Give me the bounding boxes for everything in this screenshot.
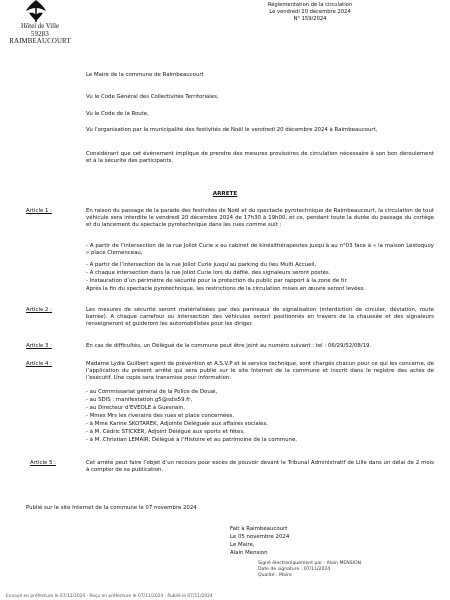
preamble-festivites: Vu l’organisation par la municipalité des festivités de Noël le vendredi 20 décembre 2024 à Raimbeaucourt, — [86, 127, 378, 133]
article-4-recipient-5: - à Mme Karine SKOTAREK, Adjointe Déléguée aux affaires sociales, — [86, 421, 269, 427]
town-crest-logo — [16, 0, 56, 22]
preamble-code-route: Vu le Code de la Route, — [86, 111, 149, 117]
article-3-label: Article 3 : — [26, 343, 52, 349]
town-address: 59283 RAIMBEAUCOURT — [9, 31, 71, 45]
article-4-recipient-1: - au Commissariat général de la Police de Douai, — [86, 389, 218, 395]
article-5-text: Cet arrêté peut faire l’objet d’un recours pour excès de pouvoir devant le Tribunal Administratif de Lille dans un délai de 2 mois à compter de sa publication. — [86, 460, 434, 473]
article-4-recipient-3: - au Directeur d’EVEOLE à Guesnain, — [86, 405, 185, 411]
article-4-recipient-7: - à M. Christian LEMAIR, Délégué à l’Histoire et au patrimoine de la commune, — [86, 437, 298, 443]
signature-name: Alain Mension — [230, 550, 268, 556]
header-line-2: Le vendredi 20 décembre 2024 — [269, 9, 351, 15]
header-line-1: Réglementation de la circulation — [267, 2, 353, 8]
article-1-closing: Après la fin du spectacle pyrotechnique, les restrictions de la circulation mises en œuvre seront levées. — [86, 286, 366, 292]
signature-title: Le Maire, — [230, 542, 255, 548]
article-2-text: Les mesures de sécurité seront matérialisées par des panneaux de signalisation (interdiction de circuler, déviation, route barrée). A chaque carrefour ou intersection des véhicules seront positionnés en travers de la chaussée et des signaleurs renseigneront et guideront les automobilistes pour les diriger. — [86, 307, 434, 327]
prefecture-footer: Envoyé en préfecture le 07/11/2024 · Reçu en préfecture le 07/11/2024 · Publié le 07/11/2024 — [6, 594, 213, 599]
article-4-label: Article 4 : — [26, 361, 52, 367]
article-4-recipient-4: - Mmes Mrs les riverains des rues et place concernées, — [86, 413, 235, 419]
article-3-text: En cas de difficultés, un Délégué de la commune peut être joint au numéro suivant : tel : 06/29/52/08/19. — [86, 343, 372, 349]
article-2-label: Article 2 : — [26, 307, 52, 313]
article-4-recipient-6: - à M. Cédric STICKER, Adjoint Délégué aux sports et fêtes, — [86, 429, 245, 435]
e-signature-quality: Qualité : Maire — [258, 573, 292, 578]
article-1-bullet-1: - A partir de l’intersection de la rue Joliot Curie x au cabinet de kinésithérapeutes jusqu’à au n°03 face à « la maison Lestoquoy » place Clemenceau, — [86, 243, 434, 256]
article-5-label: Article 5 : — [30, 460, 56, 466]
article-1-label: Article 1 : — [26, 208, 52, 214]
town-hall-label: Hôtel de Ville — [21, 23, 59, 30]
signature-date: Le 05 novembre 2024 — [230, 534, 290, 540]
e-signature-signer: Signé électroniquement par : Alain MENSION — [258, 561, 362, 566]
publication-note: Publié sur le site Internet de la commune le 07 novembre 2024 — [26, 505, 197, 511]
article-4-recipient-2: - au SDIS : manifestation.g5@sdis59.fr, — [86, 397, 193, 403]
header-line-3: N° 159/2024 — [293, 16, 327, 22]
article-1-bullet-2: - A partir de l’intersection de la rue Joliot Curie jusqu’au parking du lieu Multi Accueil, — [86, 262, 317, 268]
article-1-bullet-3: - A chaque intersection dans la rue Joliot Curie lors du défilé, des signaleurs seront postés. — [86, 270, 331, 276]
article-1-text: En raison du passage de la parade des festivités de Noël et du spectacle pyrotechnique de Raimbeaucourt, la circulation de tout véhicule sera interdite le vendredi 20 décembre 2024 de 17h30 à 19h00, et ce, pendant toute la durée du passage du cortège et du lancement du spectacle pyrotechnique dans les rues comme suit : — [86, 208, 434, 228]
preamble-cgct: Vu le Code Général des Collectivités Territoriales, — [86, 94, 219, 100]
preamble-considerant: Considérant que cet événement implique de prendre des mesures provisoires de circulation nécessaire à son bon déroulement et à la sécurité des participants. — [86, 151, 434, 164]
article-4-text: Madame Lydie Guilbert agent de prévention et A.S.V.P et le service technique, sont chargés chacun pour ce qui les concerne, de l’application du présent arrêté qui sera publié sur le site Internet de la commune et inscrit dans le registre des actes de l’exécutif. Une copie sera transmise pour information: — [86, 361, 434, 381]
e-signature-date: Date de signature : 07/11/2024 — [258, 567, 331, 572]
arrete-title: ARRETE — [212, 191, 238, 197]
signature-place: Fait à Raimbeaucourt — [230, 526, 288, 532]
preamble-mayor: Le Maire de la commune de Raimbeaucourt — [86, 72, 204, 78]
article-1-bullet-4: - Instauration d’un périmètre de sécurité pour la protection du public par rapport à la zone de tir. — [86, 278, 348, 284]
